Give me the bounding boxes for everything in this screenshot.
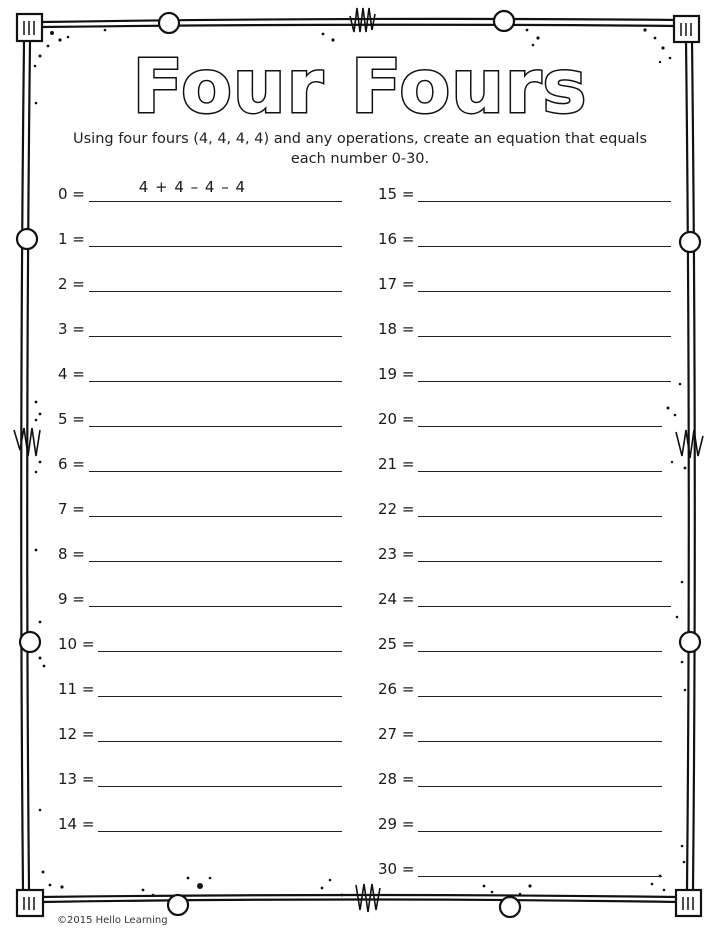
answer-line[interactable] [418,626,662,652]
answer-line[interactable] [98,806,342,832]
answer-line[interactable] [418,761,662,787]
equation-row [378,311,671,356]
equation-number-label: 14 = [58,815,95,833]
equation-number-label: 19 = [378,365,415,383]
equation-row [58,671,342,716]
equation-row [378,806,671,851]
equation-number-label: 21 = [378,455,415,473]
equation-number-label: 10 = [58,635,95,653]
answer-line[interactable] [89,311,342,337]
equation-number-label: 3 = [58,320,85,338]
equation-number-label: 13 = [58,770,95,788]
equation-row [378,221,671,266]
answer-line[interactable] [89,536,342,562]
equation-number-label: 12 = [58,725,95,743]
answer-line[interactable] [89,446,342,472]
equation-number-label: 29 = [378,815,415,833]
equation-number-label: 17 = [378,275,415,293]
right-equation-column [378,176,671,896]
equation-number-label: 9 = [58,590,85,608]
equation-row [58,446,342,491]
answer-line[interactable] [418,671,662,697]
equation-row [58,401,342,446]
equation-number-label: 18 = [378,320,415,338]
answer-line[interactable] [418,851,662,877]
equation-row [58,221,342,266]
answer-line[interactable] [418,401,662,427]
answer-line[interactable] [89,581,342,607]
equation-row [58,581,342,626]
equation-number-label: 22 = [378,500,415,518]
equation-row [58,356,342,401]
answer-line[interactable] [89,491,342,517]
equation-number-label: 30 = [378,860,415,878]
equation-row [58,716,342,761]
answer-line[interactable] [89,356,342,382]
equation-row [378,851,671,896]
equation-number-label: 25 = [378,635,415,653]
answer-line[interactable] [98,716,342,742]
answer-line[interactable] [98,671,342,697]
equation-number-label: 5 = [58,410,85,428]
answer-line[interactable] [418,221,671,247]
equation-number-label: 1 = [58,230,85,248]
equation-number-label: 26 = [378,680,415,698]
answer-line[interactable] [418,581,671,607]
answer-line[interactable] [98,626,342,652]
equation-row [378,626,671,671]
equation-number-label: 20 = [378,410,415,428]
answer-line[interactable] [418,446,662,472]
copyright-footer: ©2015 Hello Learning [57,915,168,926]
equation-row [378,536,671,581]
equation-number-label: 23 = [378,545,415,563]
equation-number-label: 15 = [378,185,415,203]
equation-row [58,176,342,221]
equation-number-label: 16 = [378,230,415,248]
answer-line[interactable] [418,536,662,562]
answer-text: 4 + 4 – 4 – 4 [138,178,247,196]
equation-number-label: 24 = [378,590,415,608]
equation-number-label: 7 = [58,500,85,518]
equation-row [378,491,671,536]
equation-number-label: 2 = [58,275,85,293]
equation-number-label: 8 = [58,545,85,563]
equation-row [58,761,342,806]
answer-line[interactable] [418,311,671,337]
answer-line[interactable] [418,176,671,202]
equation-row [58,626,342,671]
answer-line[interactable] [418,491,662,517]
equation-row [378,671,671,716]
equation-number-label: 6 = [58,455,85,473]
answer-line[interactable] [418,356,671,382]
equation-row [58,536,342,581]
answer-line[interactable] [89,266,342,292]
answer-line[interactable] [418,266,671,292]
equation-row [378,266,671,311]
answer-line[interactable] [89,401,342,427]
equation-row [378,761,671,806]
answer-line[interactable] [418,716,662,742]
equation-number-label: 27 = [378,725,415,743]
worksheet-title: Four Fours [132,44,588,130]
equation-row [378,401,671,446]
instructions-text: Using four fours (4, 4, 4, 4) and any operations, create an equation that equals each number 0-30. [73,131,647,167]
equation-row [378,356,671,401]
answer-line[interactable] [89,221,342,247]
answer-line[interactable] [89,176,342,202]
equation-number-label: 11 = [58,680,95,698]
equation-row [378,446,671,491]
equation-number-label: 4 = [58,365,85,383]
equation-number-label: 0 = [58,185,85,203]
equation-row [378,716,671,761]
equation-row [58,806,342,851]
equation-row [378,581,671,626]
answer-line[interactable] [98,761,342,787]
equation-row [58,491,342,536]
answer-line[interactable] [418,806,662,832]
equation-row [58,266,342,311]
equation-row [378,176,671,221]
equation-row [58,311,342,356]
left-equation-column [58,176,342,851]
equation-number-label: 28 = [378,770,415,788]
